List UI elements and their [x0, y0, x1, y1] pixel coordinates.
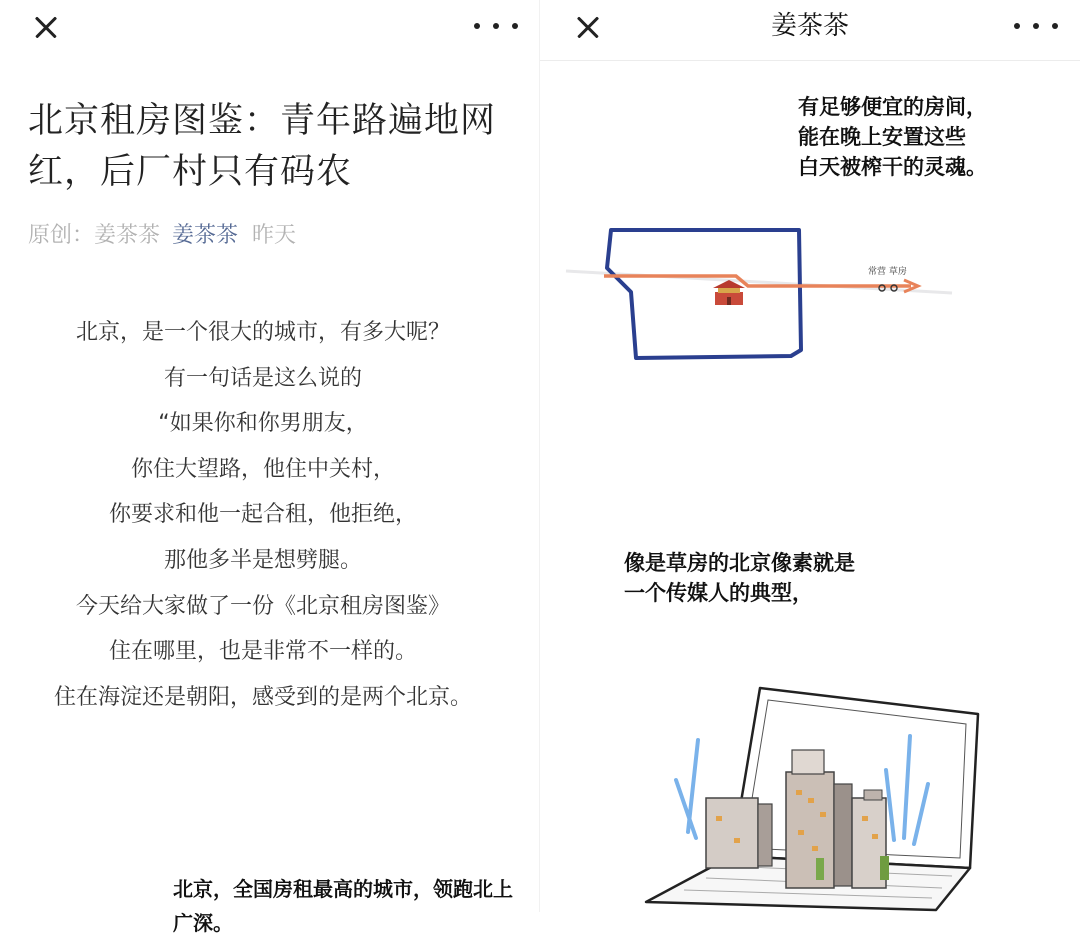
caption-line: 一个传媒人的典型，: [624, 581, 813, 605]
right-article-screen: [540, 0, 1080, 912]
body-line: 有一句话是这么说的: [163, 365, 362, 391]
body-line: 那他多半是想劈腿。: [163, 547, 362, 573]
body-line: 北京，是一个很大的城市，有多大呢？: [75, 320, 450, 345]
caption-line: 白天被榨干的灵魂。: [798, 155, 987, 179]
left-article-screen: [0, 0, 540, 935]
illustration-caption: [624, 548, 855, 608]
original-label: 原创：: [28, 223, 95, 248]
laptop-city-illustration: [636, 680, 986, 912]
body-line: 你住大望路，他住中关村，: [130, 456, 395, 482]
close-icon[interactable]: [26, 8, 66, 48]
body-line: 住在海淀还是朝阳，感受到的是两个北京。: [53, 684, 472, 710]
more-dots-icon[interactable]: [474, 14, 518, 38]
station-label: 常营 草房: [868, 267, 907, 277]
publish-time: 昨天: [252, 223, 297, 248]
tiananmen-icon: [713, 280, 745, 305]
body-line: 住在哪里，也是非常不一样的。: [108, 639, 417, 665]
caption-line: 能在晚上安置这些: [798, 125, 966, 149]
more-dots-icon[interactable]: [1014, 14, 1058, 38]
body-line: “如果你和你男朋友，: [158, 411, 368, 437]
image-caption: 北京，全国房租最高的城市，领跑北上广深。: [173, 877, 513, 935]
beijing-map-illustration: [566, 222, 966, 372]
right-navbar: [540, 0, 1080, 61]
left-navbar: [0, 0, 540, 60]
author-name: 姜茶茶: [94, 223, 161, 248]
body-line: 你要求和他一起合租，他拒绝，: [108, 502, 417, 528]
illustration-caption: [798, 92, 987, 182]
account-title: 姜茶茶: [770, 11, 849, 41]
article-meta: [28, 218, 296, 254]
caption-line: 像是草房的北京像素就是: [624, 551, 855, 575]
account-link[interactable]: 姜茶茶: [172, 223, 239, 248]
caption-line: 有足够便宜的房间，: [798, 95, 987, 119]
body-line: 今天给大家做了一份《北京租房图鉴》: [75, 593, 450, 619]
article-title: 北京租房图鉴：青年路遍地网红，后厂村只有码农: [28, 101, 497, 192]
article-body: [28, 310, 498, 720]
beijing-outline: [607, 230, 801, 358]
